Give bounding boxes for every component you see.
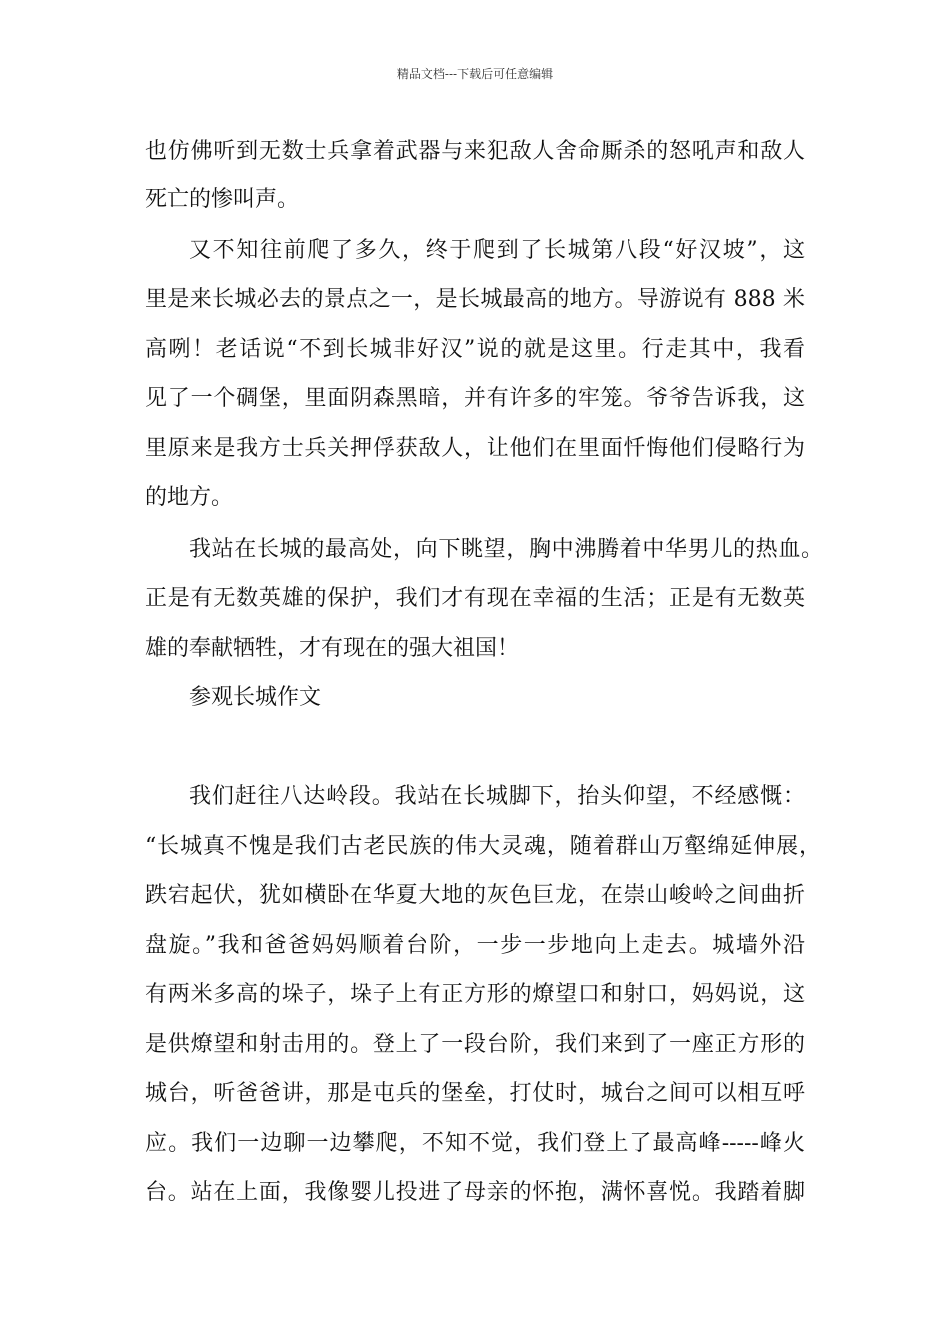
- page-header: 精品文档---下载后可任意编辑: [396, 67, 554, 81]
- text-line: 正是有无数英雄的保护，我们才有现在幸福的生活；正是有无数英: [145, 586, 805, 611]
- text-line: 死亡的惨叫声。: [145, 187, 300, 212]
- section-heading: 参观长城作文: [189, 685, 322, 710]
- text-line: 的地方。: [145, 485, 234, 510]
- text-line: 应。我们一边聊一边攀爬，不知不觉，我们登上了最高峰-----峰火: [145, 1131, 805, 1156]
- text-line: 我们赶往八达岭段。我站在长城脚下，抬头仰望，不经感慨：: [189, 784, 805, 809]
- text-line: 跌宕起伏，犹如横卧在华夏大地的灰色巨龙，在崇山峻岭之间曲折: [145, 883, 805, 908]
- text-line: 高咧！老话说“不到长城非好汉”说的就是这里。行走其中，我看: [145, 337, 805, 362]
- text-line: 城台，听爸爸讲，那是屯兵的堡垒，打仗时，城台之间可以相互呼: [145, 1081, 805, 1106]
- text-line: 里原来是我方士兵关押俘获敌人，让他们在里面忏悔他们侵略行为: [145, 436, 805, 461]
- text-line: 也仿佛听到无数士兵拿着武器与来犯敌人舍命厮杀的怒吼声和敌人: [145, 139, 805, 164]
- text-line: 又不知往前爬了多久，终于爬到了长城第八段“好汉坡”，这: [189, 238, 805, 263]
- text-line: 见了一个碉堡，里面阴森黑暗，并有许多的牢笼。爷爷告诉我，这: [145, 386, 805, 411]
- text-line: 有两米多高的垛子，垛子上有正方形的燎望口和射口，妈妈说，这: [145, 982, 805, 1007]
- text-line: 盘旋。”我和爸爸妈妈顺着台阶，一步一步地向上走去。城墙外沿: [145, 933, 805, 958]
- text-line: 是供燎望和射击用的。登上了一段台阶，我们来到了一座正方形的: [145, 1032, 805, 1057]
- text-line: 台。站在上面，我像婴儿投进了母亲的怀抱，满怀喜悦。我踏着脚: [145, 1180, 805, 1205]
- text-line: 我站在长城的最高处，向下眺望，胸中沸腾着中华男儿的热血。: [189, 537, 823, 562]
- text-line: 雄的奉献牺牲，才有现在的强大祖国！: [145, 636, 520, 661]
- text-line: 里是来长城必去的景点之一，是长城最高的地方。导游说有 888 米: [145, 287, 805, 312]
- text-line: “长城真不愧是我们古老民族的伟大灵魂，随着群山万壑绵延伸展，: [145, 834, 821, 859]
